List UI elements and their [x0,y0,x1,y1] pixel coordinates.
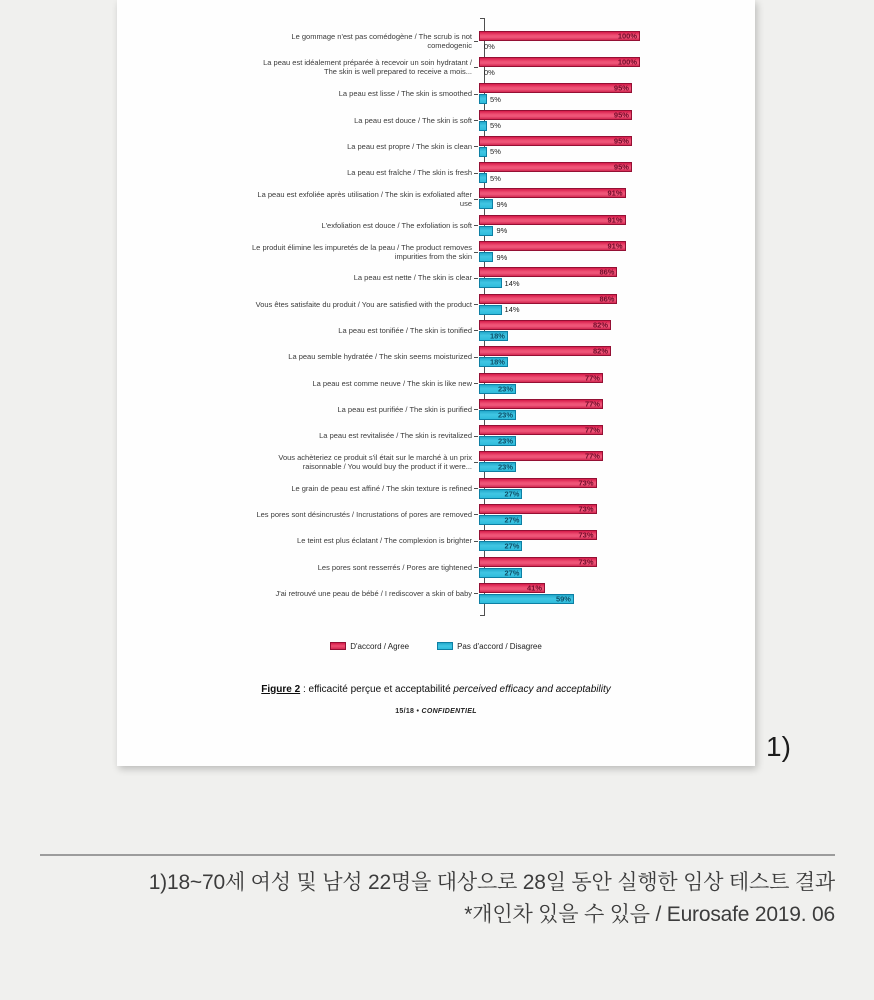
agree-bar [479,425,603,435]
agree-value-label: 73% [578,557,594,567]
document-page [117,0,755,766]
agree-bar-line [479,583,755,593]
agree-bar [479,188,626,198]
agree-value-label: 77% [584,373,600,382]
agree-value-label: 77% [584,399,600,409]
disagree-bar-line [479,252,755,262]
row-bars [479,215,755,236]
disagree-value-label: 27% [504,515,520,525]
agree-bar-line [479,399,755,409]
chart-row [117,422,755,448]
agree-bar [479,215,626,225]
agree-value-label: 91% [607,241,623,251]
agree-bar-line [479,83,755,93]
agree-bar-line [479,294,755,304]
footnote-divider [40,854,835,856]
chart-row [117,396,755,422]
agree-bar [479,57,640,67]
agree-value-label: 100% [617,31,637,41]
agree-value-label: 82% [593,346,609,356]
chart-row [117,580,755,606]
chart-row [117,238,755,264]
disagree-bar [479,226,493,236]
chart-row [117,554,755,580]
row-bars [479,267,755,288]
agree-bar-line [479,215,755,225]
category-label [117,190,478,208]
disagree-value-label: 59% [555,594,571,604]
disagree-bar-line [479,199,755,209]
category-label-text: La peau est idéalement préparée à recevoir un soin hydratant / The skin is well prepared to receive a mois... [263,58,472,77]
disagree-bar [479,515,522,525]
footnote-marker: 1) [766,731,791,762]
agree-bar-line [479,425,755,435]
category-label-text: La peau est exfoliée après utilisation / The skin is exfoliated after use [257,189,472,208]
category-label-text: Les pores sont désincrustés / Incrustations of pores are removed [256,509,472,519]
category-label-text: La peau est douce / The skin is soft [354,115,472,125]
disagree-bar [479,436,516,446]
category-label-text: La peau semble hydratée / The skin seems moisturized [288,352,472,362]
disagree-value-label: 14% [504,278,520,288]
row-bars [479,373,755,394]
chart-row [117,186,755,212]
row-bars [479,557,755,578]
row-bars [479,136,755,157]
disagree-bar-line [479,94,755,104]
row-bars [479,188,755,209]
agree-value-label: 73% [578,530,594,540]
disagree-value-label: 9% [496,199,508,209]
agree-bar-line [479,110,755,120]
disagree-bar [479,147,487,157]
agree-bar-line [479,162,755,172]
footnote-text [149,867,835,931]
agree-bar-line [479,136,755,146]
category-label-text: Le produit élimine les impuretés de la peau / The product removes impurities from the skin [252,242,472,261]
disagree-value-label: 5% [490,147,501,157]
agree-bar [479,136,632,146]
disagree-bar [479,410,516,420]
agree-value-label: 86% [599,294,615,304]
agree-value-label: 95% [613,162,629,172]
agree-value-label: 95% [613,136,629,146]
agree-value-label: 82% [593,320,609,330]
category-label [117,221,478,230]
category-label-text: La peau est nette / The skin is clear [353,273,472,283]
disagree-bar [479,357,508,367]
row-bars [479,346,755,367]
row-bars [479,294,755,315]
disagree-value-label: 18% [489,357,505,367]
agree-bar-line [479,451,755,461]
chart-row [117,81,755,107]
disagree-bar-line [479,42,755,52]
agree-value-label: 91% [607,188,623,198]
disagree-bar-line [479,278,755,288]
category-label [117,484,478,493]
disagree-bar [479,594,574,604]
category-label [117,563,478,572]
agree-bar-line [479,57,755,67]
disagree-bar [479,94,487,104]
agree-value-label: 77% [584,425,600,435]
category-label-text: La peau est propre / The skin is clean [347,141,472,151]
category-label [117,453,478,471]
category-label [117,536,478,545]
disagree-value-label: 27% [504,541,520,551]
agree-bar-line [479,504,755,514]
agree-bar-line [479,557,755,567]
agree-bar [479,530,597,540]
disagree-bar [479,568,522,578]
category-label [117,326,478,335]
disagree-bar [479,541,522,551]
chart-row [117,54,755,80]
agree-bar-line [479,188,755,198]
agree-bar [479,346,611,356]
agree-bar [479,31,640,41]
disagree-bar-line [479,489,755,499]
disagree-value-label: 5% [490,94,501,104]
category-label [117,405,478,414]
disagree-value-label: 23% [498,410,514,420]
disagree-bar-line [479,436,755,446]
disagree-bar [479,278,502,288]
disagree-bar [479,489,522,499]
disagree-bar-line [479,305,755,315]
figure-caption-number: Figure 2 [261,683,301,695]
disagree-bar-line [479,384,755,394]
agree-bar [479,478,597,488]
agree-bar [479,451,603,461]
disagree-value-label: 5% [490,173,501,183]
disagree-bar-line [479,68,755,78]
footnote-line-2: *개인차 있을 수 있음 / Eurosafe 2019. 06 [464,903,835,926]
chart-row [117,475,755,501]
legend-label: Pas d'accord / Disagree [457,641,542,651]
category-label [117,379,478,388]
disagree-bar-line [479,462,755,472]
disagree-bar-line [479,121,755,131]
page-number: 15/18 [395,707,415,715]
chart-row [117,370,755,396]
figure-caption-french: efficacité perçue et acceptabilité [308,683,454,695]
row-bars [479,399,755,420]
disagree-bar [479,462,516,472]
agree-bar-line [479,267,755,277]
chart-row [117,528,755,554]
disagree-value-label: 23% [498,436,514,446]
chart-row [117,344,755,370]
disagree-value-label: 9% [496,226,508,236]
category-label [117,510,478,519]
legend-item [437,642,542,651]
category-label [117,89,478,98]
category-label-text: Vous achèteriez ce produit s'il était sur le marché à un prix raisonnable / You would buy the product if it were... [278,452,472,471]
agree-value-label: 86% [599,267,615,277]
disagree-bar [479,331,508,341]
disagree-bar-line [479,515,755,525]
disagree-bar-line [479,541,755,551]
chart-row [117,449,755,475]
disagree-value-label: 5% [490,121,501,131]
chart-row [117,501,755,527]
chart-row [117,291,755,317]
row-bars [479,320,755,341]
figure-caption-english: perceived efficacy and acceptability [453,683,611,695]
disagree-bar [479,199,493,209]
agree-value-label: 95% [613,110,629,120]
agree-value-label: 73% [578,478,594,488]
category-label [117,431,478,440]
category-label-text: Le gommage n'est pas comédogène / The scrub is not comedogenic [291,32,472,51]
disagree-value-label: 18% [489,331,505,341]
disagree-value-label: 27% [504,489,520,499]
disagree-bar-line [479,331,755,341]
row-bars [479,241,755,262]
agree-bar [479,583,545,593]
category-label-text: L'exfoliation est douce / The exfoliation is soft [321,220,472,230]
agree-bar [479,373,603,383]
row-bars [479,162,755,183]
category-label-text: La peau est purifiée / The skin is purified [337,404,472,414]
category-label [117,58,478,76]
chart-row [117,317,755,343]
row-bars [479,57,755,78]
figure-caption-separator: : [300,683,309,695]
disagree-bar-line [479,594,755,604]
row-bars [479,478,755,499]
agree-bar [479,267,617,277]
disagree-bar-line [479,147,755,157]
agree-bar-line [479,320,755,330]
agree-bar-line [479,478,755,488]
document-footer [117,708,755,715]
disagree-bar [479,252,493,262]
disagree-value-label: 0% [484,68,495,78]
category-label-text: La peau est lisse / The skin is smoothed [338,89,472,99]
disagree-bar-line [479,568,755,578]
agree-bar [479,162,632,172]
agree-bar [479,504,597,514]
row-bars [479,83,755,104]
category-label [117,352,478,361]
agree-bar-line [479,346,755,356]
category-label [117,300,478,309]
chart-row [117,107,755,133]
agree-bar [479,110,632,120]
disagree-value-label: 23% [498,384,514,393]
category-label [117,273,478,282]
agree-bar-line [479,241,755,251]
disagree-value-label: 23% [498,462,514,472]
axis-tick-bottom [480,615,485,616]
row-bars [479,530,755,551]
category-label [117,142,478,151]
category-label-text: La peau est revitalisée / The skin is revitalized [319,431,472,441]
agree-value-label: 41% [526,583,542,593]
agree-bar [479,241,626,251]
agree-bar [479,557,597,567]
agree-bar [479,399,603,409]
category-label-text: Le teint est plus éclatant / The complexion is brighter [297,536,472,546]
category-label [117,243,478,261]
category-label-text: J'ai retrouvé une peau de bébé / I rediscover a skin of baby [275,588,472,598]
agree-value-label: 100% [617,57,637,67]
category-label-text: Le grain de peau est affiné / The skin texture is refined [291,483,472,493]
agree-bar-line [479,373,755,383]
agree-bar [479,83,632,93]
row-bars [479,451,755,472]
agree-value-label: 95% [613,83,629,93]
row-bars [479,110,755,131]
agree-legend-swatch [330,642,346,650]
disagree-bar [479,305,502,315]
category-axis-line [484,18,485,616]
disagree-bar-line [479,357,755,367]
agree-value-label: 77% [584,451,600,461]
agree-bar [479,320,611,330]
disagree-value-label: 27% [504,568,520,578]
disagree-bar-line [479,410,755,420]
agree-bar-line [479,31,755,41]
category-label-text: La peau est tonifiée / The skin is tonified [338,325,472,335]
chart-plot-area [117,18,755,616]
legend-label: D'accord / Agree [350,641,410,651]
chart-row [117,133,755,159]
agree-value-label: 73% [578,504,594,514]
disagree-value-label: 9% [496,252,508,262]
agree-bar [479,294,617,304]
category-label [117,116,478,125]
category-label [117,32,478,50]
chart-row [117,265,755,291]
category-label-text: Vous êtes satisfaite du produit / You are satisfied with the product [255,299,472,309]
agree-value-label: 91% [607,215,623,225]
agree-bar-line [479,530,755,540]
footnote-line-1: 1)18~70세 여성 및 남성 22명을 대상으로 28일 동안 실행한 임상 테스트 결과 [148,871,835,894]
category-label-text: Les pores sont resserrés / Pores are tightened [317,562,472,572]
category-label [117,168,478,177]
row-bars [479,31,755,52]
disagree-bar [479,173,487,183]
disagree-value-label: 14% [504,305,520,315]
footer-separator: • [414,707,422,715]
row-bars [479,425,755,446]
disagree-bar [479,121,487,131]
chart-row [117,159,755,185]
disagree-bar-line [479,226,755,236]
chart-row [117,28,755,54]
disagree-bar-line [479,173,755,183]
figure-caption [117,684,755,695]
confidential-label: CONFIDENTIEL [421,707,477,715]
chart-legend [117,642,755,651]
category-label-text: La peau est comme neuve / The skin is like new [312,378,472,388]
category-label-text: La peau est fraîche / The skin is fresh [347,168,472,178]
category-label [117,589,478,598]
disagree-bar [479,384,516,394]
disagree-value-label: 0% [484,42,495,52]
row-bars [479,504,755,525]
chart-row [117,212,755,238]
row-bars [479,583,755,604]
legend-item [330,642,409,651]
disagree-legend-swatch [437,642,453,650]
axis-tick-top [480,18,485,19]
